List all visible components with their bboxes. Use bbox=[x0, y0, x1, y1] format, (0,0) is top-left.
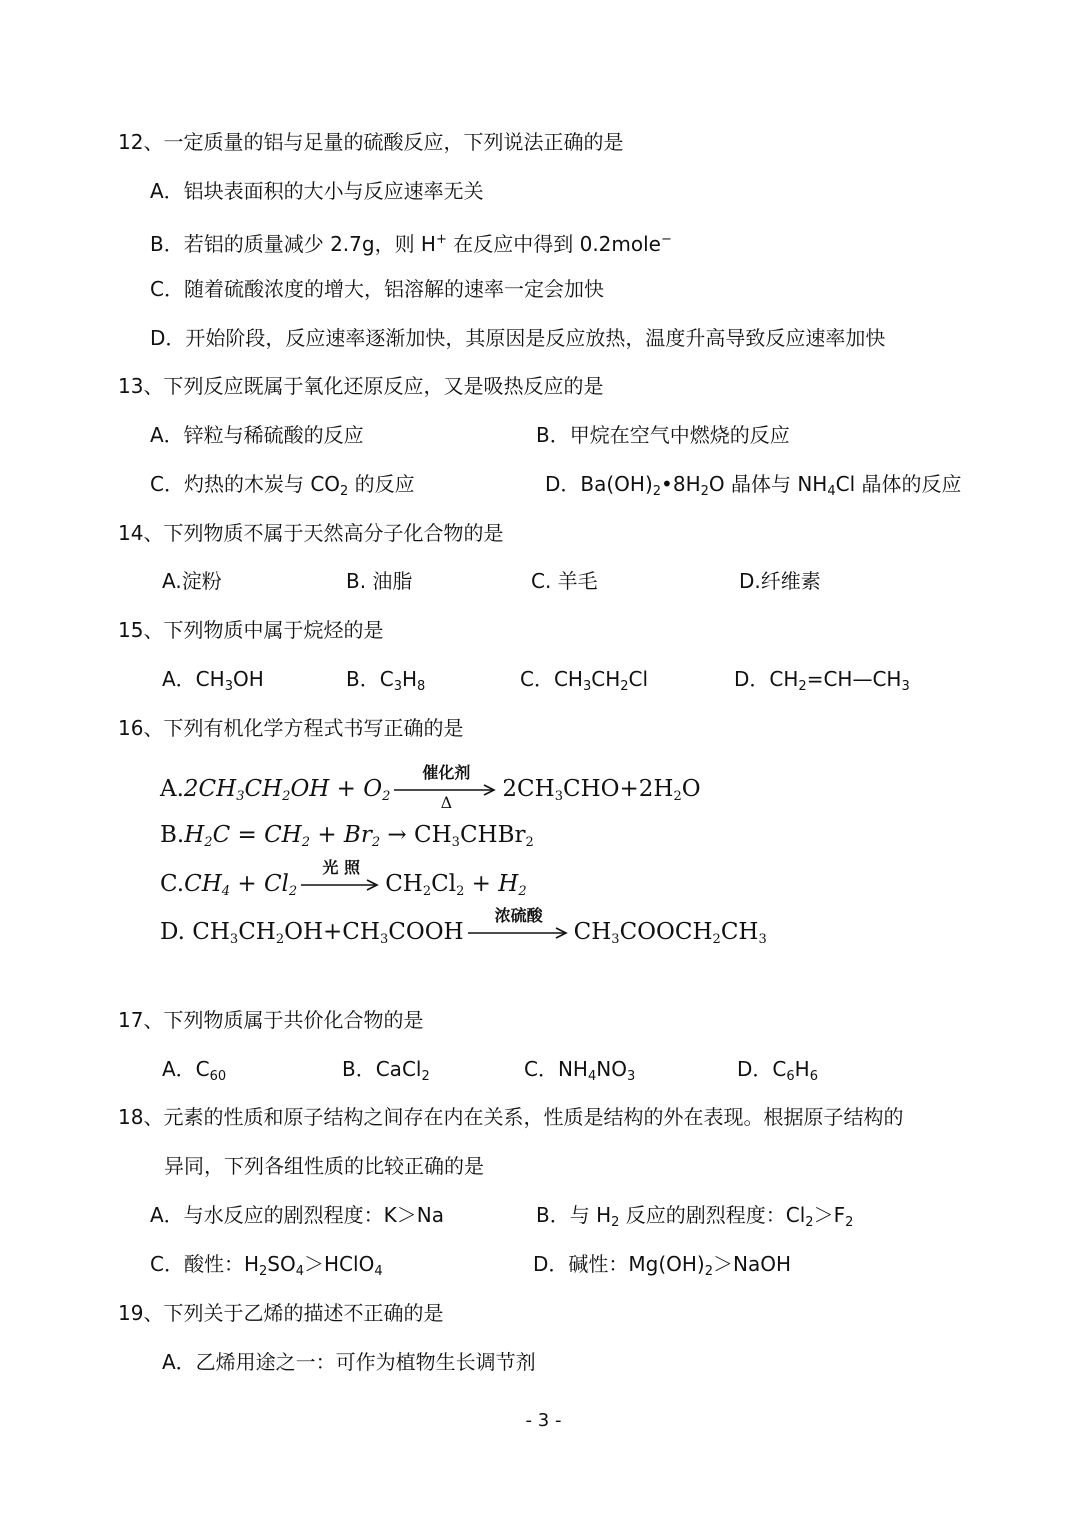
q16-c-arrow bbox=[301, 858, 381, 891]
q12-option-c: C．随着硫酸浓度的增大，铝溶解的速率一定会加快 bbox=[150, 277, 604, 301]
q18-option-b: B．与 $H_2$ 反应的剧烈程度：$Cl_2>F_2$ bbox=[536, 1203, 854, 1230]
q16-a-condition-bottom: Δ bbox=[440, 793, 453, 812]
q17-stem: 17、下列物质属于共价化合物的是 bbox=[118, 1008, 424, 1032]
q12-option-a: A．铝块表面积的大小与反应速率无关 bbox=[150, 179, 484, 203]
q14-option-d: D.纤维素 bbox=[739, 569, 821, 593]
q14-option-b: B. 油脂 bbox=[346, 569, 413, 593]
q12-option-b: B．若铝的质量减少 2.7g，则 H+ 在反应中得到 0.2mole− bbox=[150, 232, 672, 256]
q18-option-c: C．酸性：$H_2SO_4>HClO_4$ bbox=[150, 1252, 383, 1279]
q16-a-condition-top: 催化剂 bbox=[422, 763, 471, 782]
q13-option-d: D．$Ba(OH)_2•8H_2O$ 晶体与 $NH_4Cl$ 晶体的反应 bbox=[545, 472, 962, 499]
q13-option-b: B．甲烷在空气中燃烧的反应 bbox=[536, 423, 790, 447]
q17-option-a: A．$C_{60}$ bbox=[162, 1057, 227, 1084]
q16-equation-d: D. $CH_3CH_2OH+CH_3COOH$ 浓硫酸 $CH_3COOCH_2CH_3$ bbox=[160, 917, 767, 955]
q18-stem-line-1: 18、元素的性质和原子结构之间存在内在关系，性质是结构的外在表现。根据原子结构的 bbox=[118, 1105, 904, 1129]
q16-equation-b: $B.H_2C = CH_2 + Br_2$ → $CH_3CHBr_2$ bbox=[160, 822, 534, 850]
q19-stem: 19、下列关于乙烯的描述不正确的是 bbox=[118, 1301, 444, 1325]
page-number: - 3 - bbox=[525, 1410, 562, 1431]
q16-a-arrow bbox=[394, 763, 498, 812]
q13-stem: 13、下列反应既属于氧化还原反应，又是吸热反应的是 bbox=[118, 374, 604, 398]
q13-option-c: C．灼热的木炭与 $CO_2$ 的反应 bbox=[150, 472, 415, 499]
q15-stem: 15、下列物质中属于烷烃的是 bbox=[118, 618, 384, 642]
q15-option-c: C．$CH_3CH_2Cl$ bbox=[520, 667, 649, 694]
q19-option-a: A．乙烯用途之一：可作为植物生长调节剂 bbox=[162, 1350, 536, 1374]
q16-equation-a: $A.2CH_3CH_2OH + O_2$ 催化剂 Δ $2CH_3CHO+2H_2O$ bbox=[160, 774, 701, 812]
q17-option-b: B．CaCl$_2$ bbox=[342, 1057, 430, 1084]
q12-option-d: D．开始阶段，反应速率逐渐加快，其原因是反应放热，温度升高导致反应速率加快 bbox=[150, 326, 886, 350]
q15-option-d: D．$CH_2=CH—CH_3$ bbox=[734, 667, 910, 694]
q18-option-d: D．碱性：$Mg(OH)_2>NaOH$ bbox=[533, 1252, 792, 1279]
q15-option-b: B．$C_3H_8$ bbox=[346, 667, 426, 694]
q16-c-condition-top: 光 照 bbox=[322, 858, 360, 877]
q18-stem-line-2: 异同，下列各组性质的比较正确的是 bbox=[164, 1154, 484, 1178]
q16-stem: 16、下列有机化学方程式书写正确的是 bbox=[118, 716, 464, 740]
q17-option-c: C．$NH_4NO_3$ bbox=[524, 1057, 636, 1084]
q16-d-arrow bbox=[468, 906, 570, 939]
q16-equation-c: $C.CH_4 + Cl_2$ 光 照 $CH_2Cl_2 + H_2$ bbox=[160, 869, 527, 907]
q14-option-c: C. 羊毛 bbox=[531, 569, 598, 593]
q12-stem: 12、一定质量的铝与足量的硫酸反应，下列说法正确的是 bbox=[118, 130, 624, 154]
q13-option-a: A．锌粒与稀硫酸的反应 bbox=[150, 423, 364, 447]
q14-option-a: A.淀粉 bbox=[162, 569, 222, 593]
q16-d-condition-top: 浓硫酸 bbox=[494, 906, 543, 925]
q14-stem: 14、下列物质不属于天然高分子化合物的是 bbox=[118, 521, 504, 545]
q18-option-a: A．与水反应的剧烈程度：K＞Na bbox=[150, 1203, 445, 1227]
q15-option-a: A．$CH_3OH$ bbox=[162, 667, 264, 694]
q17-option-d: D．$C_6H_6$ bbox=[737, 1057, 818, 1084]
